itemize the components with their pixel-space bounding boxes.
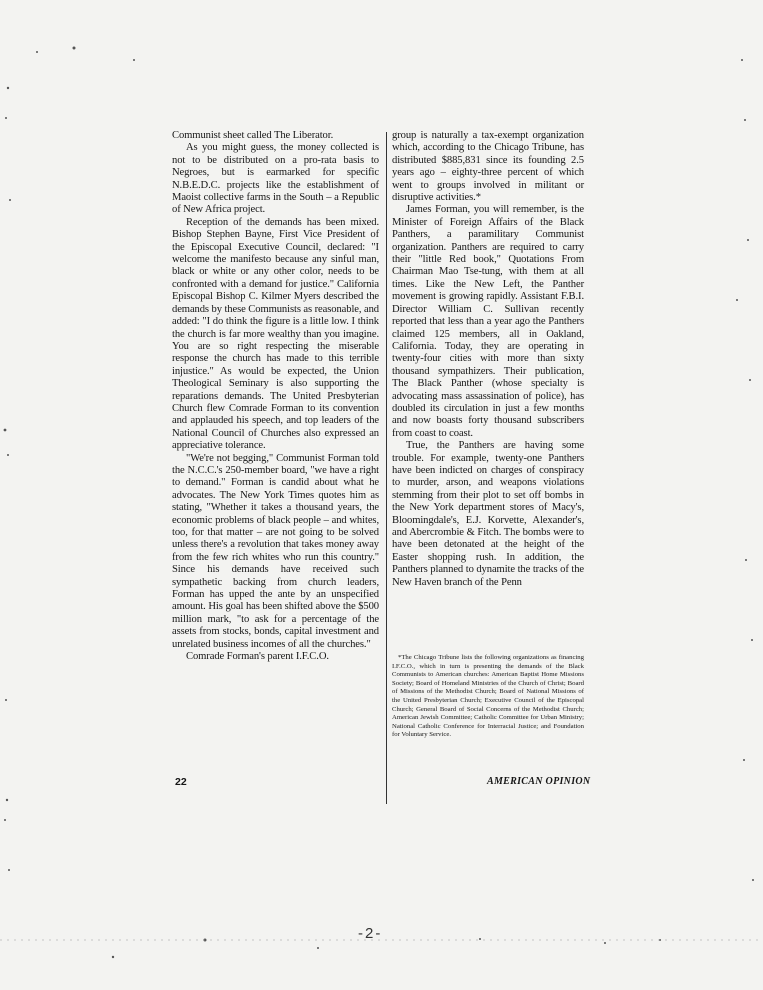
paragraph: James Forman, you will remember, is the Minister of Foreign Affairs of the Black Panthers, a paramilitary Communist organization. Panthers are required to carry their "little Red book," Quotations From Chairman Mao Tse-tung, with them at all times. Like the New Left, the Panther movement is growing rapidly. Assistant F.B.I. Director William C. Sullivan recently reported that less than a year ago the Panthers claimed 125 members, all in Oakland, California. Today, they are operating in twenty-four cities with more than sixty thousand sympathizers. Their publication, The Black Panther (whose specialty is advocating mass assassination of police), has doubled its circulation in just a few months and now boasts forty thousand subscribers from coast to coast. <box>392 204 584 439</box>
paragraph: True, the Panthers are having some trouble. For example, twenty-one Panthers have been indicted on charges of conspiracy to murder, arson, and weapons violations stemming from their plot to set off bombs in the New York department stores of Macy's, Bloomingdale's, E.J. Korvette, Alexander's, and Abercrombie & Fitch. The bombs were to have been detonated at the height of the Easter shopping rush. In addition, the Panthers planned to dynamite the tracks of the New Haven branch of the Penn <box>392 440 584 588</box>
footnote <box>392 654 584 740</box>
column-2 <box>392 130 584 589</box>
paragraph: As you might guess, the money collected is not to be distributed on a pro-rata basis to Negroes, but is earmarked for specific N.B.E.D.C. projects like the establishment of Maoist collective farms in the South – a Republic of New Africa project. <box>172 142 379 216</box>
column-1 <box>172 130 379 663</box>
column-rule <box>386 132 387 804</box>
paragraph: group is naturally a tax-exempt organization which, according to the Chicago Tribune, has distributed $885,831 since its founding 2.5 years ago – eighty-three percent of which went to groups involved in militant or disruptive activities.* <box>392 130 584 204</box>
scan-page-number: -2- <box>358 925 383 942</box>
page-number: 22 <box>175 776 187 788</box>
paragraph: Comrade Forman's parent I.F.C.O. <box>186 651 329 663</box>
paragraph: Communist sheet called The Liberator. <box>172 130 334 141</box>
footnote-text: *The Chicago Tribune lists the following organizations as financing I.F.C.O., which in turn is presenting the demands of the Black Communists to American churches: American Baptist Home Missions Society; Board of Homeland Ministries of the Church of Christ; Board of Missions of the Methodist Church; Board of National Missions of the United Presbyterian Church; Executive Council of the Episcopal Church; General Board of Social Concerns of the Methodist Church; American Jewish Committee; Catholic Committee for Urban Ministry; National Catholic Conference for Interracial Justice; and Foundation for Voluntary Service. <box>392 654 584 739</box>
magazine-name: AMERICAN OPINION <box>487 776 591 787</box>
paragraph: Reception of the demands has been mixed. Bishop Stephen Bayne, First Vice President of the Episcopal Executive Council, declared: "I welcome the manifesto because any sinful man, black or white or any other color, needs to be confronted with a demand for justice." California Episcopal Bishop C. Kilmer Myers described the demands by these Communists as reasonable, and added: "I do think the figure is a little low. I think the church is far more wealthy than you imagine. You are so right respecting the miserable response the church has made to this terrible injustice." As would be expected, the Union Theological Seminary is also supporting the reparations demands. The United Presbyterian Church flew Comrade Forman to its convention and applauded his speech, and top leaders of the National Council of Churches also expressed an appreciative tolerance. <box>172 216 379 452</box>
paragraph: "We're not begging," Communist Forman told the N.C.C.'s 250-member board, "we have a right to demand." Forman is candid about what he advocates. The New York Times quotes him as stating, "Whether it takes a thousand years, the economic problems of black people – and whites, too, for that matter – are not going to be solved unless there's a revolution that takes money away from the few rich whites who run this country." Since his demands have received such sympathetic backing from church leaders, Forman has upped the ante by an unspecified amount. His goal has been shifted above the $500 million mark, "to ask for a percentage of the assets from stocks, bonds, capital investment and unrelated business incomes of all the churches." <box>172 452 379 650</box>
